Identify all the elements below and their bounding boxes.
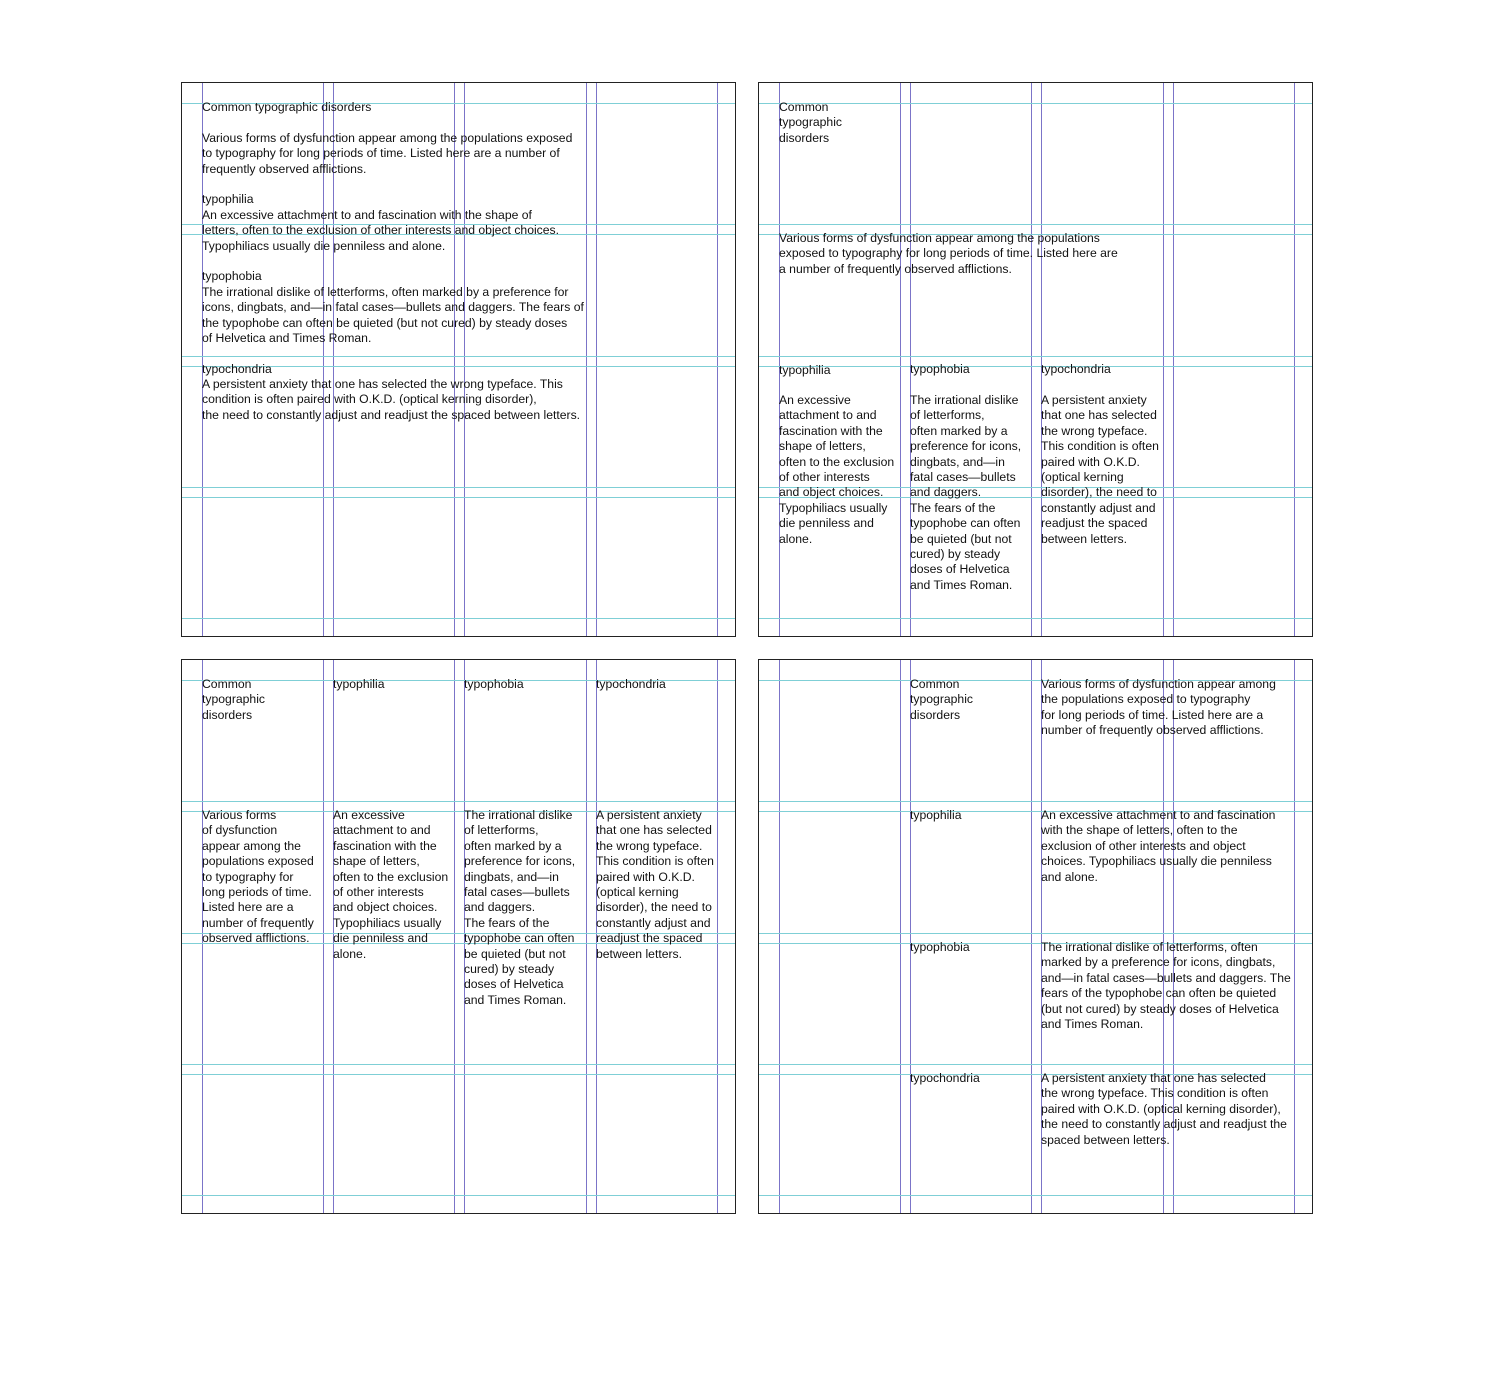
page-1: [181, 82, 736, 637]
column-guide: [1294, 660, 1295, 1213]
entry-term-typochondria: typochondria: [202, 362, 272, 376]
page-title: Common typographic disorders: [202, 100, 372, 114]
column-guide: [779, 83, 780, 636]
row-guide: [182, 1074, 735, 1075]
entry-text-typophobia: The irrational dislike of letterforms, often marked by a preference for icons, dingbats, and—in fatal cases—bullets and daggers. The fears of the typophobe can often be quieted (but not cured) by steady doses of Helvetica and Times Roman.: [202, 285, 584, 346]
row-guide: [759, 1195, 1312, 1196]
page-2: [758, 82, 1313, 637]
entry-term-typophilia: typophilia: [202, 192, 254, 206]
row-guide: [182, 1064, 735, 1065]
entry-text-typophilia: An excessive attachment to and fascination with the shape of letters, often to the exclusion of other interests and object choices. Typophiliacs usually die penniless and alone.: [779, 393, 895, 546]
row-guide: [182, 618, 735, 619]
entry-text-typochondria: A persistent anxiety that one has selected the wrong typeface. This condition is often paired with O.K.D. (optical kerning disorder), the need to constantly adjust and readjust the spaced between letters.: [1041, 1071, 1287, 1147]
entry-text-typochondria: A persistent anxiety that one has selected the wrong typeface. This condition is often paired with O.K.D. (optical kerning disorder), the need to constantly adjust and readjust the spaced between letters.: [596, 808, 714, 961]
intro-paragraph: Various forms of dysfunction appear among the populations exposed to typography for long periods of time. Listed here are a number of frequently observed afflictions.: [202, 131, 573, 176]
entry-term-typochondria: typochondria: [910, 1071, 980, 1085]
column-guide: [900, 83, 901, 636]
page-3: [181, 659, 736, 1214]
column-guide: [717, 660, 718, 1213]
page-title: Common typographic disorders: [779, 100, 843, 145]
entry-text-typophilia: An excessive attachment to and fascination with the shape of letters, often to the exclusion of other interests and object choices. Typophiliacs usually die penniless and alone.: [333, 808, 449, 961]
column-guide: [586, 660, 587, 1213]
intro-paragraph: Various forms of dysfunction appear among the populations exposed to typography for long periods of time. Listed here are a number of frequently observed afflictions.: [202, 808, 314, 946]
column-guide: [1173, 83, 1174, 636]
row-guide: [759, 356, 1312, 357]
entry-term-typochondria: typochondria: [1041, 362, 1111, 376]
column-guide: [596, 83, 597, 636]
column-guide: [1031, 660, 1032, 1213]
row-guide: [182, 801, 735, 802]
entry-term-typophobia: typophobia: [464, 677, 524, 691]
column-guide: [717, 83, 718, 636]
entry-term-typophilia: typophilia: [333, 677, 385, 691]
column-guide: [1041, 83, 1042, 636]
entry-text-typophilia: An excessive attachment to and fascination with the shape of letters, often to the exclusion of other interests and object choices. Typophiliacs usually die penniless and alone.: [1041, 808, 1276, 884]
entry-term-typochondria: typochondria: [596, 677, 666, 691]
entry-term-typophilia: typophilia: [910, 808, 962, 822]
entry-text-typophobia: The irrational dislike of letterforms, often marked by a preference for icons, dingbats, and—in fatal cases—bullets and daggers. The fears of the typophobe can often be quieted (but not cured) by steady doses of Helvetica and Times Roman.: [464, 808, 576, 1007]
row-guide: [759, 618, 1312, 619]
intro-paragraph: Various forms of dysfunction appear among the populations exposed to typography for long periods of time. Listed here are a number of frequently observed afflictions.: [1041, 677, 1276, 738]
page-title: Common typographic disorders: [910, 677, 974, 722]
entry-text-typophobia: The irrational dislike of letterforms, often marked by a preference for icons, dingbats, and—in fatal cases—bullets and daggers. The fears of the typophobe can often be quieted (but not cured) by steady doses of Helvetica and Times Roman.: [1041, 940, 1291, 1032]
page-4: [758, 659, 1313, 1214]
row-guide: [759, 801, 1312, 802]
column-guide: [900, 660, 901, 1213]
entry-term-typophilia: typophilia: [779, 363, 831, 377]
column-guide: [1294, 83, 1295, 636]
entry-text-typophilia: An excessive attachment to and fascination with the shape of letters, often to the exclusion of other interests and object choices. Typophiliacs usually die penniless and alone.: [202, 208, 560, 253]
column-guide: [586, 83, 587, 636]
row-guide: [759, 1064, 1312, 1065]
entry-text-typophobia: The irrational dislike of letterforms, often marked by a preference for icons, dingbats, and—in fatal cases—bullets and daggers. The fears of the typophobe can often be quieted (but not cured) by steady doses of Helvetica and Times Roman.: [910, 393, 1022, 592]
page-title: Common typographic disorders: [202, 677, 266, 722]
row-guide: [182, 356, 735, 357]
entry-text-typochondria: A persistent anxiety that one has selected the wrong typeface. This condition is often paired with O.K.D. (optical kerning disorder), the need to constantly adjust and readjust the spaced between letters.: [202, 377, 581, 422]
row-guide: [182, 1195, 735, 1196]
column-guide: [1163, 83, 1164, 636]
column-guide: [779, 660, 780, 1213]
intro-paragraph: Various forms of dysfunction appear among the populations exposed to typography for long periods of time. Listed here are a number of frequently observed afflictions.: [779, 231, 1118, 276]
row-guide: [759, 224, 1312, 225]
column-guide: [1031, 83, 1032, 636]
column-guide: [323, 660, 324, 1213]
row-guide: [759, 366, 1312, 367]
entry-term-typophobia: typophobia: [910, 362, 970, 376]
column-guide: [454, 660, 455, 1213]
entry-term-typophobia: typophobia: [910, 940, 970, 954]
row-guide: [182, 487, 735, 488]
entry-text-typochondria: A persistent anxiety that one has selected the wrong typeface. This condition is often paired with O.K.D. (optical kerning disorder), the need to constantly adjust and readjust the spaced between letters.: [1041, 393, 1159, 546]
row-guide: [759, 933, 1312, 934]
entry-term-typophobia: typophobia: [202, 269, 262, 283]
column-guide: [910, 660, 911, 1213]
row-guide: [182, 497, 735, 498]
